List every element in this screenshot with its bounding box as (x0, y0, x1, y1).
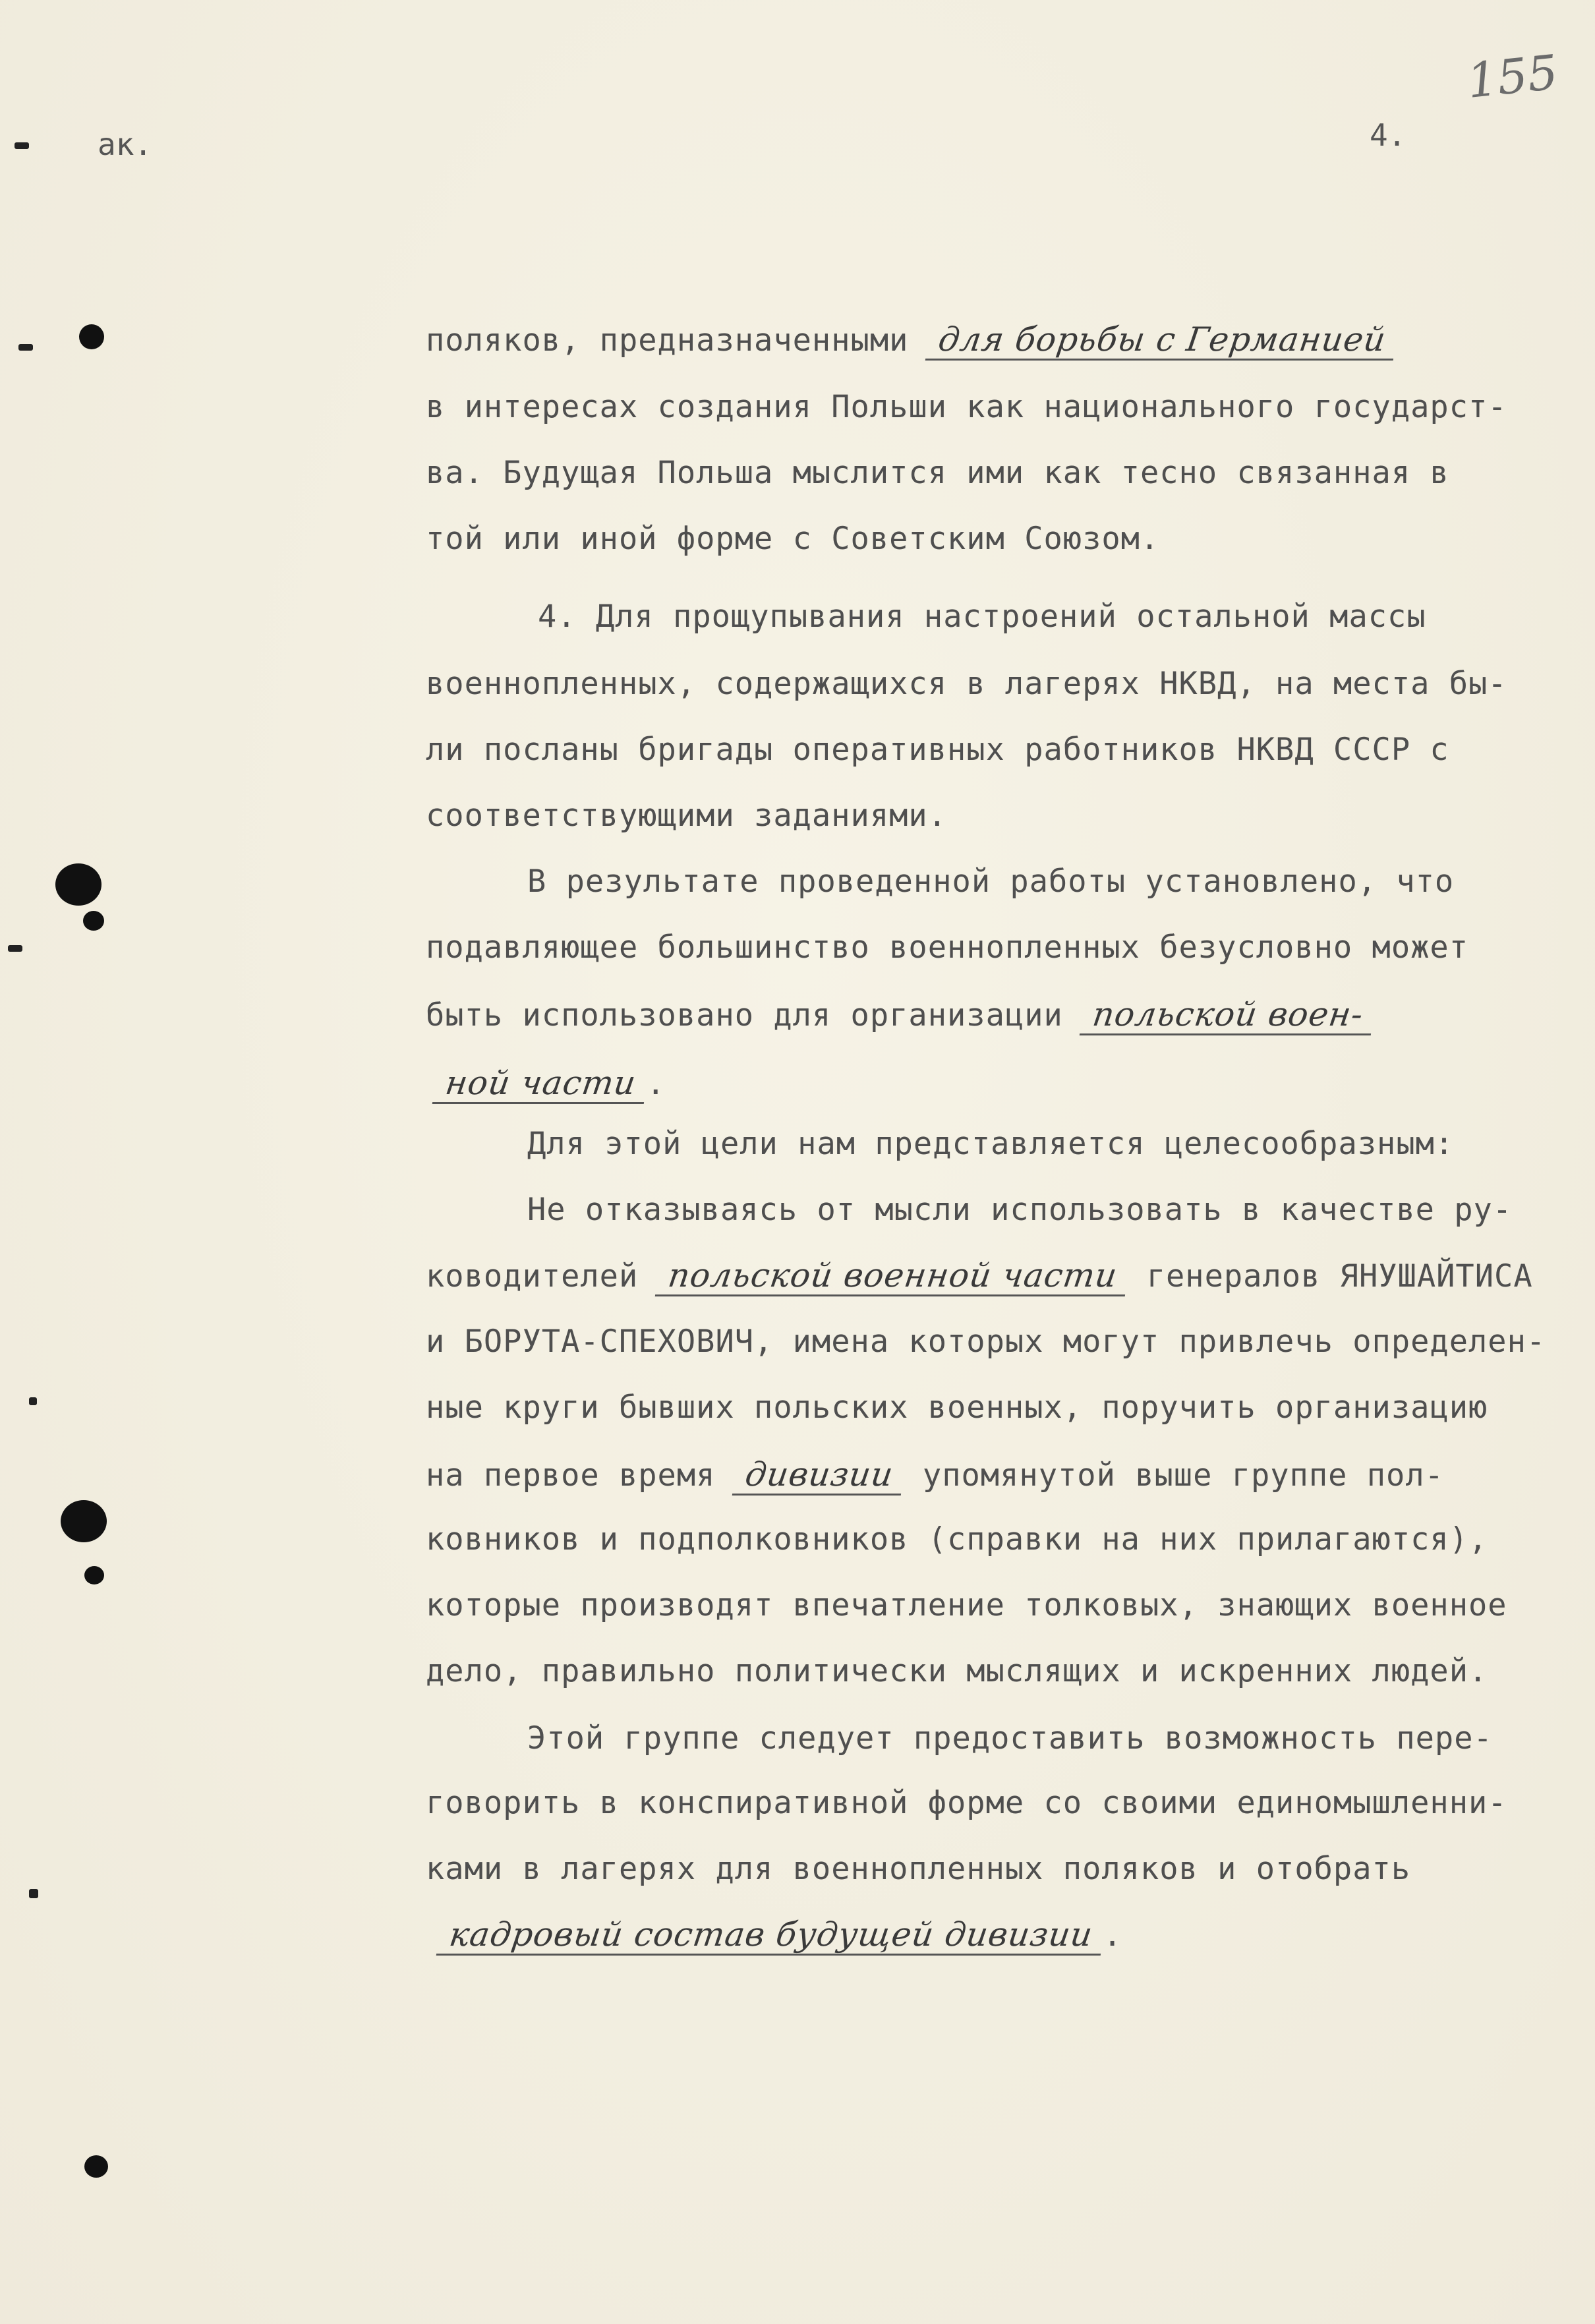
handwritten-insert: для борьбы с Германией (925, 320, 1399, 361)
text-line (426, 455, 1449, 491)
typed-text: ва. Будущая Польша мыслится ими как тесно связанная в (426, 455, 1449, 491)
archive-number: 155 (1464, 44, 1561, 109)
typed-text: . (1103, 1917, 1122, 1954)
text-line (527, 1192, 1512, 1228)
typed-text: ководителей (426, 1258, 639, 1294)
handwritten-insert: кадровый состав будущей дивизии (436, 1915, 1106, 1956)
typed-text: 4. Для прощупывания настроений остальной массы (538, 598, 1426, 635)
text-line (426, 1256, 1533, 1296)
typed-text: ные круги бывших польских военных, поручить организацию (426, 1389, 1488, 1426)
typed-text: в интересах создания Польши как национального государст- (426, 389, 1507, 425)
typed-text: той или иной форме с Советским Союзом. (426, 521, 1160, 557)
typed-text: генералов ЯНУШАЙТИСА (1146, 1258, 1533, 1294)
text-line (426, 1587, 1507, 1623)
typed-text: Для этой цели нам представляется целесообразным: (527, 1126, 1455, 1162)
binder-hole (61, 1500, 107, 1542)
text-line (426, 389, 1507, 425)
text-line (426, 1851, 1410, 1887)
text-line (426, 1785, 1507, 1821)
text-line (426, 732, 1449, 768)
page-number: 4. (1370, 117, 1406, 153)
typed-text: быть использовано для организации (426, 997, 1063, 1033)
handwritten-insert: польской военной части (654, 1256, 1130, 1296)
typed-text: которые производят впечатление толковых, знающих военное (426, 1587, 1507, 1623)
header-left-mark: ак. (98, 127, 153, 162)
text-line (527, 1720, 1493, 1757)
handwritten-insert: польской воен- (1080, 995, 1377, 1035)
text-line (527, 1126, 1454, 1162)
typed-text: ковников и подполковников (справки на них прилагаются), (426, 1521, 1488, 1557)
margin-mark (8, 945, 22, 952)
typed-text: ли посланы бригады оперативных работников НКВД СССР с (426, 732, 1449, 768)
typed-text: дело, правильно политически мыслящих и искренних людей. (426, 1653, 1488, 1689)
typed-text: В результате проведенной работы установлено, что (527, 863, 1455, 900)
text-line (426, 1653, 1488, 1689)
text-line (426, 320, 1396, 361)
text-line (426, 1323, 1546, 1360)
typed-text: упомянутой выше группе пол- (922, 1457, 1444, 1494)
margin-mark (18, 344, 33, 351)
text-line (426, 1455, 1444, 1496)
typed-text: военнопленных, содержащихся в лагерях НКВД, на места бы- (426, 666, 1507, 702)
typed-text: Этой группе следует предоставить возможность пере- (527, 1720, 1493, 1757)
typed-text: подавляющее большинство военнопленных безусловно может (426, 929, 1469, 966)
text-line (426, 995, 1374, 1035)
binder-hole (55, 863, 102, 906)
typed-text: Не отказываясь от мысли использовать в качестве ру- (527, 1192, 1513, 1228)
margin-mark (29, 1397, 37, 1405)
handwritten-insert: ной части (432, 1064, 649, 1104)
text-line (426, 1389, 1488, 1426)
text-line (426, 1521, 1488, 1557)
handwritten-insert: дивизии (732, 1455, 906, 1496)
margin-mark (29, 1889, 38, 1898)
typed-text: поляков, предназначенными (426, 322, 909, 359)
text-line (527, 863, 1454, 900)
typed-text: . (646, 1066, 666, 1102)
margin-mark (14, 142, 29, 149)
typed-text: соответствующими заданиями. (426, 798, 948, 834)
text-line (439, 1915, 1122, 1956)
typed-text: на первое время (426, 1457, 716, 1494)
text-line (435, 1064, 666, 1104)
typed-text: говорить в конспиративной форме со своими единомышленни- (426, 1785, 1507, 1821)
text-line (426, 521, 1159, 557)
text-line (538, 598, 1426, 635)
typed-text: ками в лагерях для военнопленных поляков и отобрать (426, 1851, 1411, 1887)
typed-text: и БОРУТА-СПЕХОВИЧ, имена которых могут привлечь определен- (426, 1323, 1546, 1360)
binder-hole (84, 2155, 108, 2178)
binder-hole (79, 324, 104, 349)
text-line (426, 798, 947, 834)
text-line (426, 666, 1507, 702)
binder-hole (84, 1566, 104, 1584)
binder-hole (83, 911, 104, 931)
text-line (426, 929, 1468, 966)
